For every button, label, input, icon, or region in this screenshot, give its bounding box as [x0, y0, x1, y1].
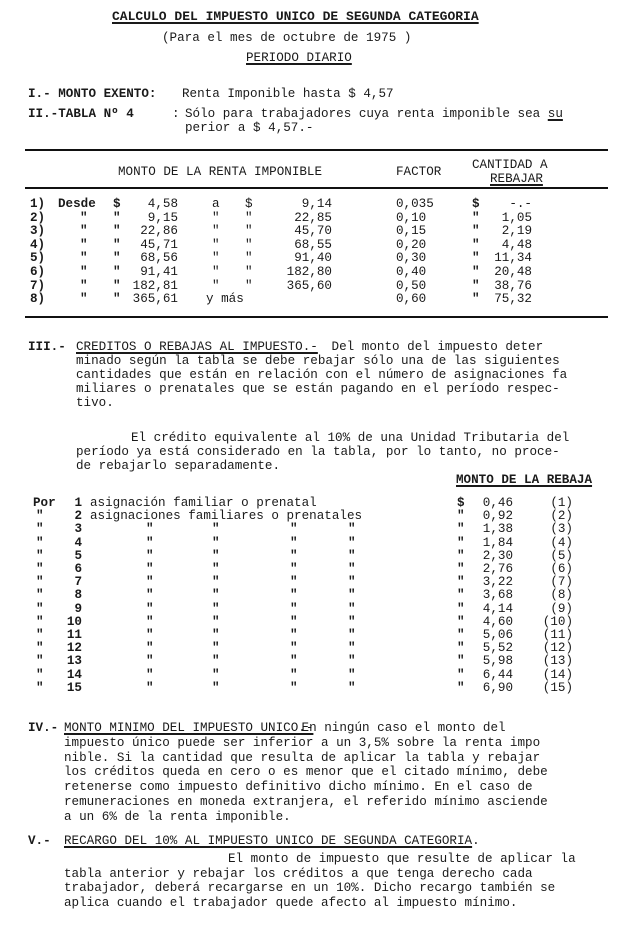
ditto-mark: " [348, 680, 356, 695]
row-rebajar-amount: 38,76 [494, 278, 532, 293]
row-currency-rebajar: " [472, 265, 480, 279]
row-from-amount: 91,41 [140, 265, 178, 279]
row-currency-to: " [245, 224, 253, 239]
section-iv-line: En ningún caso el monto del [294, 721, 506, 735]
row-currency-to: " [245, 278, 253, 293]
section-iv-line: los créditos queda en cero o es menor que el citado mínimo, debe [64, 765, 548, 780]
row-from-amount: 4,58 [147, 197, 178, 211]
credit-reference: (1) [550, 496, 573, 510]
ditto-mark: " [146, 562, 154, 576]
row-currency-to: " [245, 237, 253, 252]
credit-description: asignaciones familiares o prenatales [90, 509, 363, 524]
row-a: " [212, 210, 220, 225]
section-ii-line2: perior a $ 4,57.- [185, 121, 314, 135]
credit-currency: " [457, 522, 465, 537]
row-desde: " [80, 292, 88, 307]
ditto-mark: " [212, 562, 220, 576]
ditto-mark: " [146, 535, 154, 550]
credit-count: 8 [74, 588, 82, 603]
row-currency-to: $ [245, 197, 253, 211]
section-iii-note-line: de rebajarlo separadamente. [76, 459, 281, 473]
credit-por: " [36, 562, 44, 576]
row-currency-from: " [113, 265, 121, 279]
credit-currency: " [457, 628, 465, 642]
ditto-mark: " [212, 522, 220, 537]
ditto-mark: " [290, 641, 298, 656]
ditto-mark: " [290, 562, 298, 576]
row-factor: 0,50 [396, 278, 427, 293]
row-currency-from: " [113, 224, 121, 239]
row-desde: " [80, 224, 88, 239]
row-to-amount: 365,60 [286, 278, 332, 293]
credit-count: 5 [74, 548, 82, 563]
row-currency-rebajar: " [472, 251, 480, 266]
credit-por: Por [33, 496, 56, 510]
period-label: PERIODO DIARIO [246, 51, 352, 65]
row-to-amount: 182,80 [286, 265, 332, 279]
ditto-mark: " [290, 654, 298, 669]
ditto-mark: " [146, 548, 154, 563]
credit-por: " [36, 667, 44, 682]
credit-count: 13 [66, 654, 82, 669]
credit-reference: (6) [550, 562, 573, 576]
row-currency-from: " [113, 251, 121, 266]
credit-reference: (9) [550, 601, 573, 616]
credit-currency: " [457, 667, 465, 682]
credit-por: " [36, 680, 44, 695]
credit-currency: " [457, 601, 465, 616]
credit-amount: 4,60 [482, 614, 513, 629]
row-to-amount: 9,14 [301, 197, 332, 211]
row-rebajar-amount: 75,32 [494, 292, 532, 307]
credit-amount: 6,90 [482, 680, 513, 695]
credit-currency: " [457, 509, 465, 524]
credit-por: " [36, 509, 44, 524]
credit-reference: (2) [550, 509, 573, 524]
row-currency-rebajar: " [472, 292, 480, 307]
ditto-mark: " [146, 575, 154, 590]
credit-amount: 3,22 [482, 575, 513, 590]
credit-count: 4 [74, 535, 82, 550]
ditto-mark: " [348, 628, 356, 642]
credit-currency: " [457, 548, 465, 563]
credit-currency: " [457, 654, 465, 669]
row-factor: 0,15 [396, 224, 427, 239]
section-iii-line: cantidades que están en relación con el número de asignaciones fa [76, 368, 568, 382]
ditto-mark: " [146, 601, 154, 616]
section-iii-note-line: período ya está considerado en la tabla, por lo tanto, no proce- [76, 445, 560, 459]
ditto-mark: " [290, 588, 298, 603]
row-number: 2) [30, 210, 46, 225]
row-currency-from: " [113, 237, 121, 252]
row-to-amount: 45,70 [294, 224, 332, 239]
credit-reference: (13) [542, 654, 573, 669]
header-factor: FACTOR [396, 165, 442, 179]
row-number: 6) [30, 265, 46, 279]
section-ii-label: II.-TABLA Nº 4 [28, 107, 134, 121]
row-from-amount: 9,15 [147, 210, 178, 225]
ditto-mark: " [146, 614, 154, 629]
ditto-mark: " [348, 667, 356, 682]
section-v-line: trabajador, deberá recargarse en un 10%. Dicho recargo también se [64, 881, 556, 895]
ditto-mark: " [146, 654, 154, 669]
ditto-mark: " [348, 601, 356, 616]
header-monto: MONTO DE LA RENTA IMPONIBLE [118, 165, 323, 179]
table-bottom-rule [25, 316, 608, 318]
row-desde: " [80, 237, 88, 252]
ditto-mark: " [290, 522, 298, 537]
section-i-text: Renta Imponible hasta $ 4,57 [182, 87, 394, 101]
row-currency-to: " [245, 210, 253, 225]
section-ii-line1 [185, 108, 563, 121]
credit-count: 12 [66, 641, 82, 656]
row-currency-rebajar: " [472, 237, 480, 252]
credit-amount: 1,84 [482, 535, 513, 550]
credit-por: " [36, 641, 44, 656]
ditto-mark: " [146, 588, 154, 603]
row-factor: 0,10 [396, 210, 427, 225]
row-factor: 0,40 [396, 265, 427, 279]
ditto-mark: " [348, 641, 356, 656]
ditto-mark: " [348, 535, 356, 550]
credit-amount: 0,92 [482, 509, 513, 524]
section-iv-line: a un 6% de la renta imponible. [64, 809, 291, 824]
ditto-mark: " [290, 548, 298, 563]
ditto-mark: " [212, 667, 220, 682]
credit-count: 6 [74, 562, 82, 576]
section-iii-note-line: El crédito equivalente al 10% de una Unidad Tributaria del [131, 431, 570, 445]
row-a: " [212, 224, 220, 239]
ditto-mark: " [212, 614, 220, 629]
row-currency-from: $ [113, 197, 121, 211]
row-currency-rebajar: $ [472, 197, 480, 211]
ditto-mark: " [212, 575, 220, 590]
credit-reference: (12) [542, 641, 573, 656]
row-factor: 0,20 [396, 237, 427, 252]
section-i-label: I.- MONTO EXENTO: [28, 87, 157, 101]
row-from-amount: 182,81 [132, 278, 178, 293]
credit-por: " [36, 601, 44, 616]
document-subtitle: (Para el mes de octubre de 1975 ) [162, 31, 412, 45]
row-a: " [212, 251, 220, 266]
section-iv-line: retenerse como impuesto definitivo dicho mínimo. En el caso de [64, 780, 533, 795]
credit-reference: (14) [542, 667, 573, 682]
ditto-mark: " [290, 614, 298, 629]
credit-currency: " [457, 614, 465, 629]
credit-por: " [36, 575, 44, 590]
credit-amount: 6,44 [482, 667, 513, 682]
row-factor: 0,60 [396, 292, 427, 307]
credit-count: 11 [66, 628, 82, 642]
ditto-mark: " [146, 667, 154, 682]
credit-count: 9 [74, 601, 82, 616]
credit-reference: (10) [542, 614, 573, 629]
row-a: y más [206, 292, 244, 307]
credit-por: " [36, 548, 44, 563]
section-iv-line: nible. Si la cantidad que resulta de aplicar la tabla y rebajar [64, 750, 541, 765]
credit-por: " [36, 588, 44, 603]
credit-por: " [36, 522, 44, 537]
section-v-label: V.- [28, 834, 51, 848]
section-v-heading-wrap [64, 835, 480, 848]
section-iv-line: impuesto único puede ser inferior a un 3,5% sobre la renta impo [64, 735, 541, 750]
section-iv-line: remuneraciones en moneda extranjera, el referido mínimo asciende [64, 795, 548, 809]
table-top-rule [25, 149, 608, 151]
row-factor: 0,035 [396, 197, 434, 211]
row-to-amount: 22,85 [294, 210, 332, 225]
credit-currency: " [457, 641, 465, 656]
credit-count: 15 [66, 680, 82, 695]
credit-description: asignación familiar o prenatal [90, 496, 317, 510]
ditto-mark: " [290, 575, 298, 590]
section-ii-line1-underlined: su [547, 107, 563, 121]
credit-amount: 0,46 [482, 496, 513, 510]
row-to-amount: 68,55 [294, 237, 332, 252]
row-number: 5) [30, 251, 46, 266]
credit-reference: (4) [550, 535, 573, 550]
credit-amount: 2,76 [482, 562, 513, 576]
ditto-mark: " [348, 548, 356, 563]
ditto-mark: " [146, 522, 154, 537]
credit-reference: (11) [542, 628, 573, 642]
ditto-mark: " [290, 667, 298, 682]
row-a: " [212, 265, 220, 279]
credit-currency: $ [457, 496, 465, 510]
row-desde: Desde [58, 197, 96, 211]
credit-count: 2 [74, 509, 82, 524]
ditto-mark: " [146, 680, 154, 695]
section-iii-heading: CREDITOS O REBAJAS AL IMPUESTO.- [76, 340, 318, 354]
section-v-heading: RECARGO DEL 10% AL IMPUESTO UNICO DE SEGUNDA CATEGORIA [64, 834, 473, 848]
credit-amount: 5,98 [482, 654, 513, 669]
ditto-mark: " [290, 628, 298, 642]
section-iii-line: miliares o prenatales que se están pagando en el período respec- [76, 382, 560, 396]
row-number: 1) [30, 197, 46, 211]
credit-por: " [36, 614, 44, 629]
row-rebajar-amount: 20,48 [494, 265, 532, 279]
row-desde: " [80, 265, 88, 279]
ditto-mark: " [212, 601, 220, 616]
ditto-mark: " [146, 628, 154, 642]
row-currency-from: " [113, 278, 121, 293]
ditto-mark: " [212, 588, 220, 603]
credit-reference: (5) [550, 548, 573, 563]
row-from-amount: 365,61 [132, 292, 178, 307]
row-currency-to: " [245, 251, 253, 266]
credit-amount: 5,06 [482, 628, 513, 642]
ditto-mark: " [348, 614, 356, 629]
ditto-mark: " [348, 588, 356, 603]
row-number: 3) [30, 224, 46, 239]
row-from-amount: 45,71 [140, 237, 178, 252]
row-rebajar-amount: 2,19 [501, 224, 532, 239]
ditto-mark: " [212, 654, 220, 669]
row-currency-to: " [245, 265, 253, 279]
section-iii-label: III.- [28, 340, 66, 354]
header-cantidad-line1: CANTIDAD A [472, 158, 548, 172]
credit-reference: (3) [550, 522, 573, 537]
credit-currency: " [457, 680, 465, 695]
section-iii-line: tivo. [76, 396, 114, 410]
row-a: " [212, 278, 220, 293]
credit-amount: 4,14 [482, 601, 513, 616]
credit-count: 10 [66, 614, 82, 629]
credit-count: 7 [74, 575, 82, 590]
ditto-mark: " [348, 575, 356, 590]
credit-currency: " [457, 588, 465, 603]
row-to-amount: 91,40 [294, 251, 332, 266]
table-header-rule [25, 187, 608, 189]
ditto-mark: " [146, 641, 154, 656]
section-v-line: aplica cuando el trabajador quede afecto al impuesto mínimo. [64, 895, 518, 910]
credit-reference: (8) [550, 588, 573, 603]
credit-amount: 1,38 [482, 522, 513, 537]
row-a: a [212, 197, 220, 211]
credit-currency: " [457, 535, 465, 550]
row-rebajar-amount: 11,34 [494, 251, 532, 266]
ditto-mark: " [348, 562, 356, 576]
row-number: 4) [30, 237, 46, 252]
ditto-mark: " [212, 641, 220, 656]
row-rebajar-amount: 1,05 [501, 210, 532, 225]
row-currency-rebajar: " [472, 224, 480, 239]
credit-reference: (7) [550, 575, 573, 590]
credit-por: " [36, 628, 44, 642]
row-currency-from: " [113, 210, 121, 225]
section-iv-label: IV.- [28, 721, 59, 735]
row-factor: 0,30 [396, 251, 427, 266]
credit-amount: 5,52 [482, 641, 513, 656]
section-v-line: tabla anterior y rebajar los créditos a que tenga derecho cada [64, 866, 533, 881]
row-currency-from: " [113, 292, 121, 307]
ditto-mark: " [212, 548, 220, 563]
ditto-mark: " [348, 654, 356, 669]
credit-count: 3 [74, 522, 82, 537]
credit-currency: " [457, 575, 465, 590]
row-currency-rebajar: " [472, 210, 480, 225]
section-iv-heading: MONTO MINIMO DEL IMPUESTO UNICO.- [64, 721, 314, 735]
credit-por: " [36, 654, 44, 669]
credit-count: 1 [74, 496, 82, 510]
section-v-heading-end: . [472, 834, 480, 848]
row-rebajar-amount: 4,48 [501, 237, 532, 252]
section-v-line: El monto de impuesto que resulte de aplicar la [228, 852, 576, 866]
ditto-mark: " [212, 535, 220, 550]
ditto-mark: " [290, 601, 298, 616]
row-desde: " [80, 210, 88, 225]
ditto-mark: " [212, 680, 220, 695]
section-iii-line: minado según la tabla se debe rebajar sólo una de las siguientes [76, 354, 560, 368]
row-a: " [212, 237, 220, 252]
credit-currency: " [457, 562, 465, 576]
document-title: CALCULO DEL IMPUESTO UNICO DE SEGUNDA CATEGORIA [112, 9, 479, 24]
credit-por: " [36, 535, 44, 550]
row-from-amount: 68,56 [140, 251, 178, 266]
credit-count: 14 [66, 667, 82, 682]
ditto-mark: " [290, 680, 298, 695]
credit-amount: 2,30 [482, 548, 513, 563]
credit-reference: (15) [542, 680, 573, 695]
rebaja-column-header: MONTO DE LA REBAJA [456, 473, 593, 487]
row-number: 8) [30, 292, 46, 307]
row-rebajar-amount: -.- [509, 197, 532, 211]
credit-amount: 3,68 [482, 588, 513, 603]
row-desde: " [80, 278, 88, 293]
ditto-mark: " [348, 522, 356, 537]
row-from-amount: 22,86 [140, 224, 178, 239]
section-ii-colon: : [172, 107, 180, 121]
section-ii-line1-text: Sólo para trabajadores cuya renta imponible sea [185, 107, 548, 121]
ditto-mark: " [212, 628, 220, 642]
ditto-mark: " [290, 535, 298, 550]
row-number: 7) [30, 278, 46, 293]
row-desde: " [80, 251, 88, 266]
section-iii-line: Del monto del impuesto deter [324, 340, 544, 354]
row-currency-rebajar: " [472, 278, 480, 293]
header-cantidad-line2: REBAJAR [490, 172, 543, 186]
